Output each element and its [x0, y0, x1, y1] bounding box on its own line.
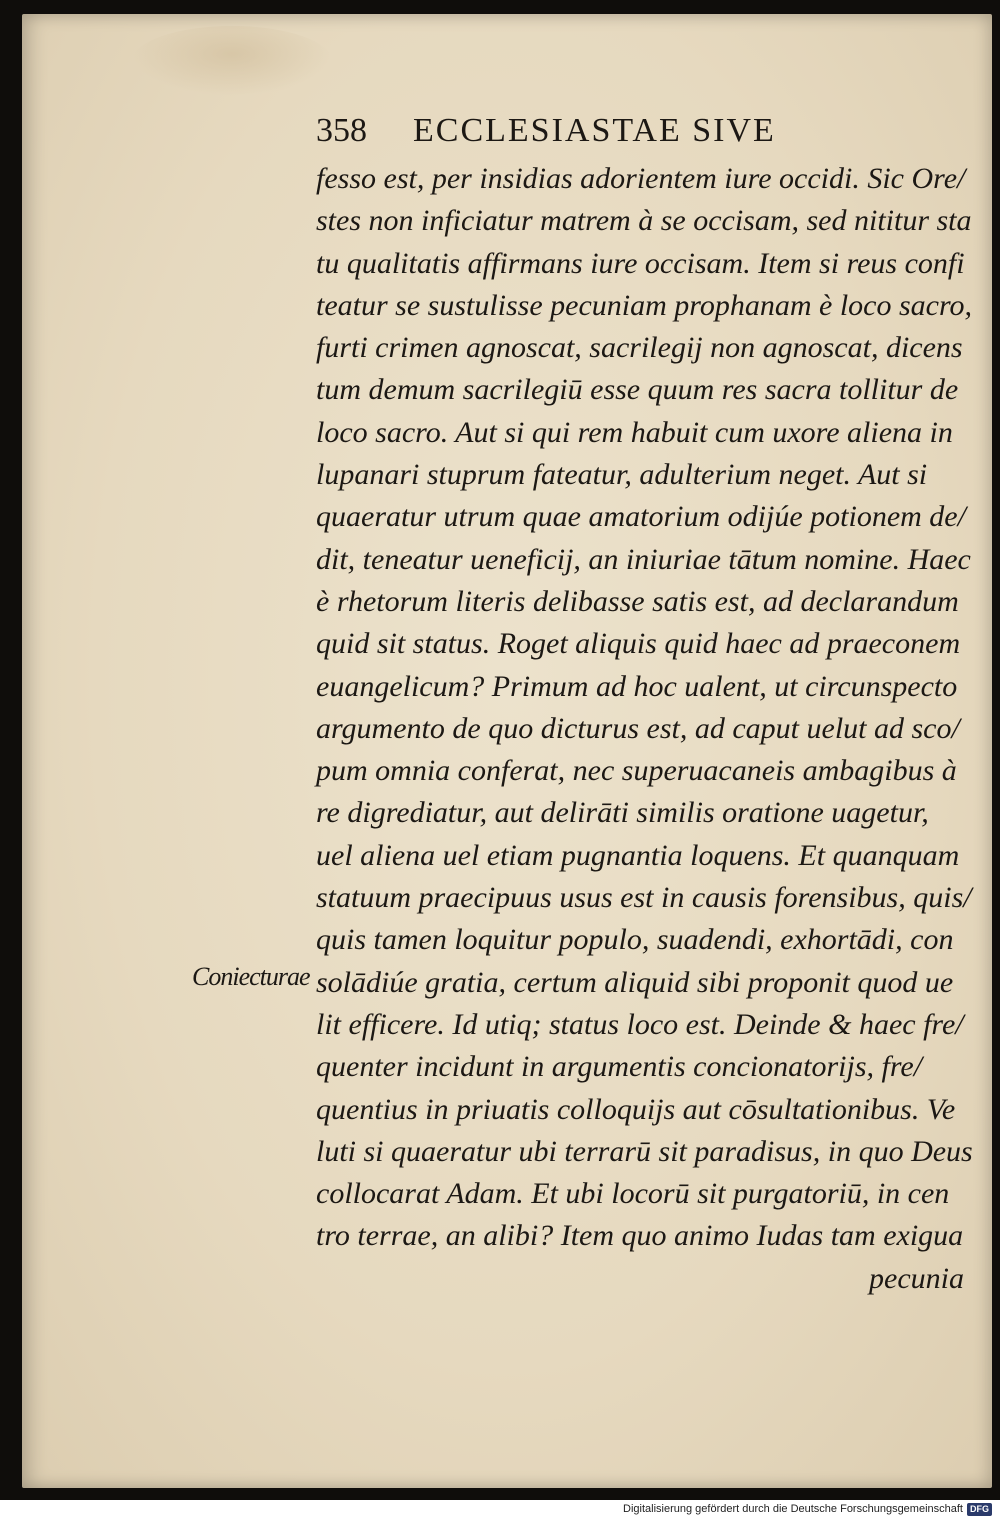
text-line: quaeratur utrum quae amatorium odijúe potionem de/ [316, 500, 966, 534]
running-title: ECCLESIASTAE SIVE [413, 112, 776, 149]
text-line: è rhetorum literis delibasse satis est, ad declarandum [316, 584, 959, 618]
text-line: statuum praecipuus usus est in causis forensibus, quis/ [316, 881, 972, 915]
text-line: furti crimen agnoscat, sacrilegij non agnoscat, dicens [316, 331, 963, 365]
text-line: quis tamen loquitur populo, suadendi, exhortādi, con [316, 923, 954, 957]
catchword: pecunia [869, 1261, 964, 1295]
page-number: 358 [316, 112, 367, 149]
text-line: pum omnia conferat, nec superuacaneis ambagibus à [316, 754, 957, 788]
text-line: tro terrae, an alibi? Item quo animo Iudas tam exigua [316, 1219, 964, 1253]
text-line: tum demum sacrilegiū esse quum res sacra tollitur de [316, 373, 959, 407]
water-stain [132, 26, 332, 96]
text-line: dit, teneatur ueneficij, an iniuriae tātum nomine. Haec [316, 542, 971, 576]
text-line: quenter incidunt in argumentis concionatorijs, fre/ [316, 1050, 923, 1084]
text-line: re digrediatur, aut delirāti similis oratione uagetur, [316, 796, 929, 830]
text-line: uel aliena uel etiam pugnantia loquens. Et quanquam [316, 838, 960, 872]
footer-credit: Digitalisierung gefördert durch die Deutsche Forschungsgemeinschaft [623, 1503, 963, 1515]
marginal-note: Coniecturae [192, 962, 310, 991]
text-line: collocarat Adam. Et ubi locorū sit purgatoriū, in cen [316, 1177, 950, 1211]
text-line: luti si quaeratur ubi terrarū sit paradisus, in quo Deus [316, 1134, 973, 1168]
running-header [316, 112, 916, 150]
text-line: lit efficere. Id utiq; status loco est. Deinde & haec fre/ [316, 1007, 964, 1041]
text-line: teatur se sustulisse pecuniam prophanam è loco sacro, [316, 288, 973, 322]
text-line: fesso est, per insidias adorientem iure occidi. Sic Ore/ [316, 162, 966, 195]
text-line: argumento de quo dicturus est, ad caput uelut ad sco/ [316, 711, 960, 745]
text-line: lupanari stuprum fateatur, adulterium neget. Aut si [316, 458, 928, 492]
text-line: quentius in priuatis colloquijs aut cōsultationibus. Ve [316, 1092, 956, 1126]
text-line: tu qualitatis affirmans iure occisam. Item si reus confi [316, 246, 965, 280]
text-line: solādiúe gratia, certum aliquid sibi proponit quod ue [316, 965, 954, 999]
body-text [316, 158, 973, 1300]
text-line: loco sacro. Aut si qui rem habuit cum uxore aliena in [316, 415, 953, 449]
text-line: stes non inficiatur matrem à se occisam, sed nititur sta [316, 204, 972, 238]
text-line: euangelicum? Primum ad hoc ualent, ut circunspecto [316, 669, 958, 703]
dfg-logo-icon: DFG [967, 1503, 992, 1516]
digitization-footer [0, 1500, 1000, 1518]
text-line: quid sit status. Roget aliquis quid haec ad praeconem [316, 627, 961, 661]
